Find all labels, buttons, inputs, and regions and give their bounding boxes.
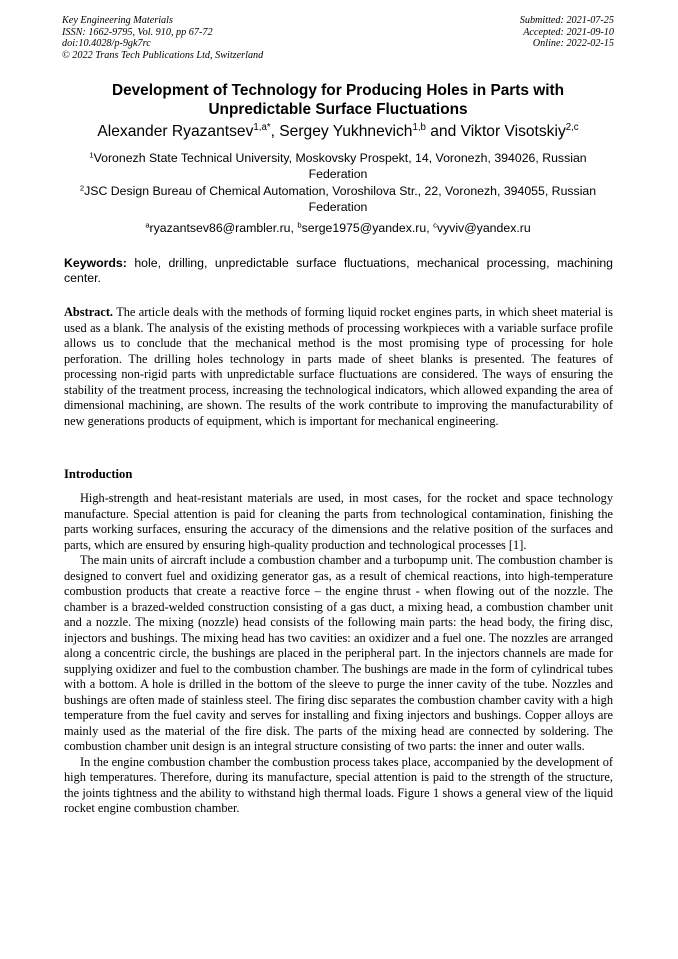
author-superscript: 1,a* [253, 122, 271, 134]
abstract-text: The article deals with the methods of forming liquid rocket engines parts, in which sheet material is used as a blank. The analysis of the existing methods of processing workpieces with a variable surface profile allows us to conclude that the mechanical method is the most promising type of processing for hole perforation. The drilling holes technology in parts made of sheet blanks is presented. The features of processing non-rigid parts with unpredictable surface fluctuations are considered. The ways of ensuring the stability of the treatment process, increasing the technological indicators, which allowed expanding the area of dimensional machining, are shown. The results of the work contribute to improving the manufacturability of new generations products of equipment, which is important for mechanical engineering. [64, 305, 613, 428]
abstract-label: Abstract. [64, 305, 114, 319]
author-superscript: 2,c [565, 122, 579, 134]
keywords [64, 256, 613, 287]
keywords-label: Keywords: [64, 256, 127, 270]
journal-issn: ISSN: 1662-9795, Vol. 910, pp 67-72 [62, 26, 213, 38]
journal-info [62, 15, 263, 61]
email-link[interactable]: vyviv@yandex.ru [436, 221, 531, 235]
email-link[interactable]: serge1975@yandex.ru [301, 221, 427, 235]
author-emails: $^a$ryazantsev86@rambler.ru, $^b$serge1975@yandex.ru, $^c$vyviv@yandex.ru [145, 220, 531, 235]
author-list: Alexander Ryazantsev$^{1,a*}$, Sergey Yukhnevich$^{1,b}$ and Viktor Visotskiy$^{2,c}$ [97, 122, 579, 140]
author-name: Alexander Ryazantsev [97, 123, 254, 140]
submitted-date: Submitted: 2021-07-25 [519, 15, 614, 26]
paragraph: In the engine combustion chamber the combustion process takes place, accompanied by the development of high temperatures. Therefore, during its manufacture, special attention is paid to the strength of the structure, the joints tightness and the ability to withstand high thermal loads. Figure 1 shows a general view of the liquid rocket engine combustion chamber. [64, 754, 613, 815]
accepted-date: Accepted: 2021-09-10 [523, 26, 614, 38]
author-name: Viktor Visotskiy [460, 123, 566, 140]
keywords-text: hole, drilling, unpredictable surface fluctuations, mechanical processing, machining center. [64, 256, 613, 286]
submission-dates [520, 15, 614, 50]
affiliation-1: $^1$Voronezh State Technical University, Moskovsky Prospekt, 14, Voronezh, 394026, Russian Federation [89, 150, 587, 181]
paragraph: The main units of aircraft include a combustion chamber and a turbopump unit. The combustion chamber is designed to convert fuel and oxidizing generator gas, as a result of chemical reactions, into high-temperature combustion products that create a reactive force – the engine thrust - when flowing out of the nozzle. The chamber is a brazed-welded construction consisting of a gas duct, a mixing head, a combustion chamber unit and a nozzle. The mixing (nozzle) head consists of the following main parts: the head body, the firing disc, injectors and bushings. The mixing head has two cavities: an oxidizer and a fuel one. The nozzles are arranged along a concentric circle, the bushings are placed in the peripheral part. In the injectors channels are made for supplying oxidizer and fuel to the combustion chamber. The bushings are made in the form of cylindrical tubes with a bottom. A hole is drilled in the bottom of the sleeve to purge the inner cavity of the tube. Nozzles and bushings are often made of stainless steel. The firing disc separates the combustion chamber cavity with a high temperature from the fuel cavity and serves for installing and fixing injectors and bushings. Copper alloys are mainly used as the material of the fire disk. The parts of the mixing head are connected by soldering. The combustion chamber unit design is an integral structure consisting of two parts: the inner and outer walls. [64, 553, 613, 753]
author-name: Sergey Yukhnevich [279, 123, 413, 140]
section-heading: Introduction [64, 467, 133, 481]
online-date: Online: 2022-02-15 [532, 38, 614, 50]
paper-title: Development of Technology for Producing Holes in Parts with Unpredictable Surface Fluctuations [111, 82, 565, 118]
introduction-body [64, 491, 613, 817]
email-link[interactable]: ryazantsev86@rambler.ru [149, 221, 291, 235]
affiliation-2: $^2$JSC Design Bureau of Chemical Automation, Voroshilova Str., 22, Voronezh, 394055, Russian Federation [79, 183, 597, 214]
abstract [64, 305, 613, 429]
journal-doi: doi:10.4028/p-9gk7rc [62, 38, 151, 50]
author-superscript: 1,b [412, 122, 426, 134]
journal-copyright: © 2022 Trans Tech Publications Ltd, Switzerland [62, 49, 264, 61]
paragraph: High-strength and heat-resistant materials are used, in most cases, for the rocket and space technology manufacture. Special attention is paid for cleaning the parts from technological contamination, finishing the parts working surfaces, ensuring the accuracy of the dimensions and the relative position of the surfaces and parts, which are ensured by ensuring high-quality production and technological processes [1]. [64, 491, 613, 552]
journal-name: Key Engineering Materials [62, 15, 173, 26]
